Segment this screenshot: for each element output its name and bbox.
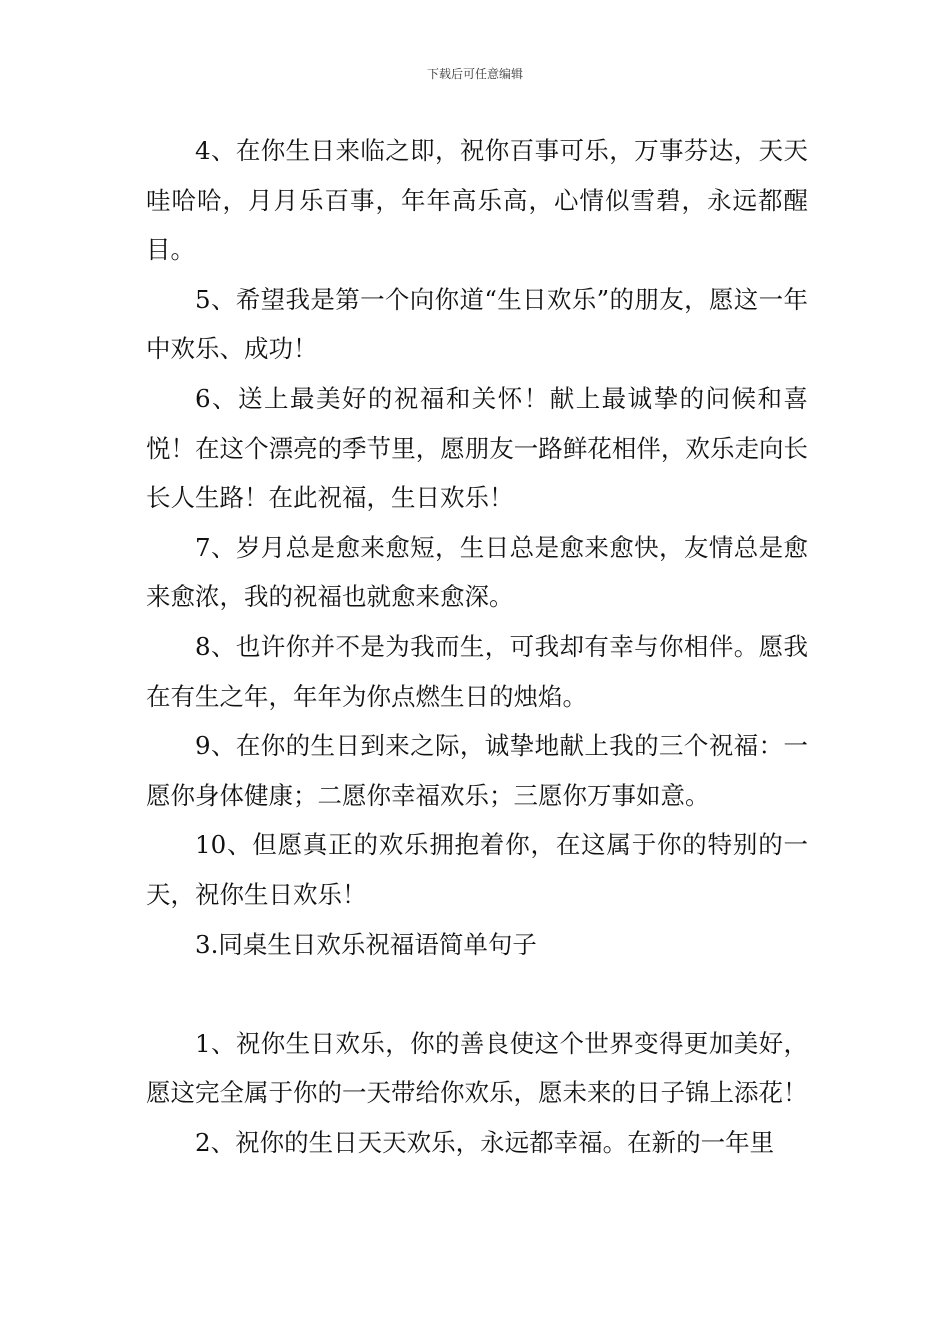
section3-paragraph-2: 2、祝你的生日天天欢乐，永远都幸福。在新的一年里 xyxy=(195,1127,775,1157)
section3-paragraph-1: 1、祝你生日欢乐，你的善良使这个世界变得更加美好，愿这完全属于你的一天带给你欢乐，愿未来的日子锦上添花！ xyxy=(146,1028,808,1108)
paragraph-4: 4、在你生日来临之即，祝你百事可乐，万事芬达，天天哇哈哈，月月乐百事，年年高乐高，心情似雪碧，永远都醒目。 xyxy=(146,136,808,265)
page-header: 下载后可任意编辑 xyxy=(426,67,523,81)
paragraph-7: 7、岁月总是愈来愈短，生日总是愈来愈快，友情总是愈来愈浓，我的祝福也就愈来愈深。 xyxy=(146,532,808,612)
section-spacer xyxy=(146,969,808,1019)
paragraph-10: 10、但愿真正的欢乐拥抱着你，在这属于你的特别的一天，祝你生日欢乐！ xyxy=(146,830,808,909)
paragraph-6: 6、送上最美好的祝福和关怀！献上最诚挚的问候和喜悦！在这个漂亮的季节里，愿朋友一路鲜花相伴，欢乐走向长长人生路！在此祝福，生日欢乐！ xyxy=(146,383,808,513)
section-heading: 3.同桌生日欢乐祝福语简单句子 xyxy=(195,929,537,959)
document-body xyxy=(146,126,808,1167)
paragraph-9: 9、在你的生日到来之际，诚挚地献上我的三个祝福：一愿你身体健康；二愿你幸福欢乐；三愿你万事如意。 xyxy=(146,731,808,810)
paragraph-8: 8、也许你并不是为我而生，可我却有幸与你相伴。愿我在有生之年，年年为你点燃生日的烛焰。 xyxy=(146,631,808,711)
paragraph-5: 5、希望我是第一个向你道“生日欢乐”的朋友，愿这一年中欢乐、成功！ xyxy=(146,284,808,364)
